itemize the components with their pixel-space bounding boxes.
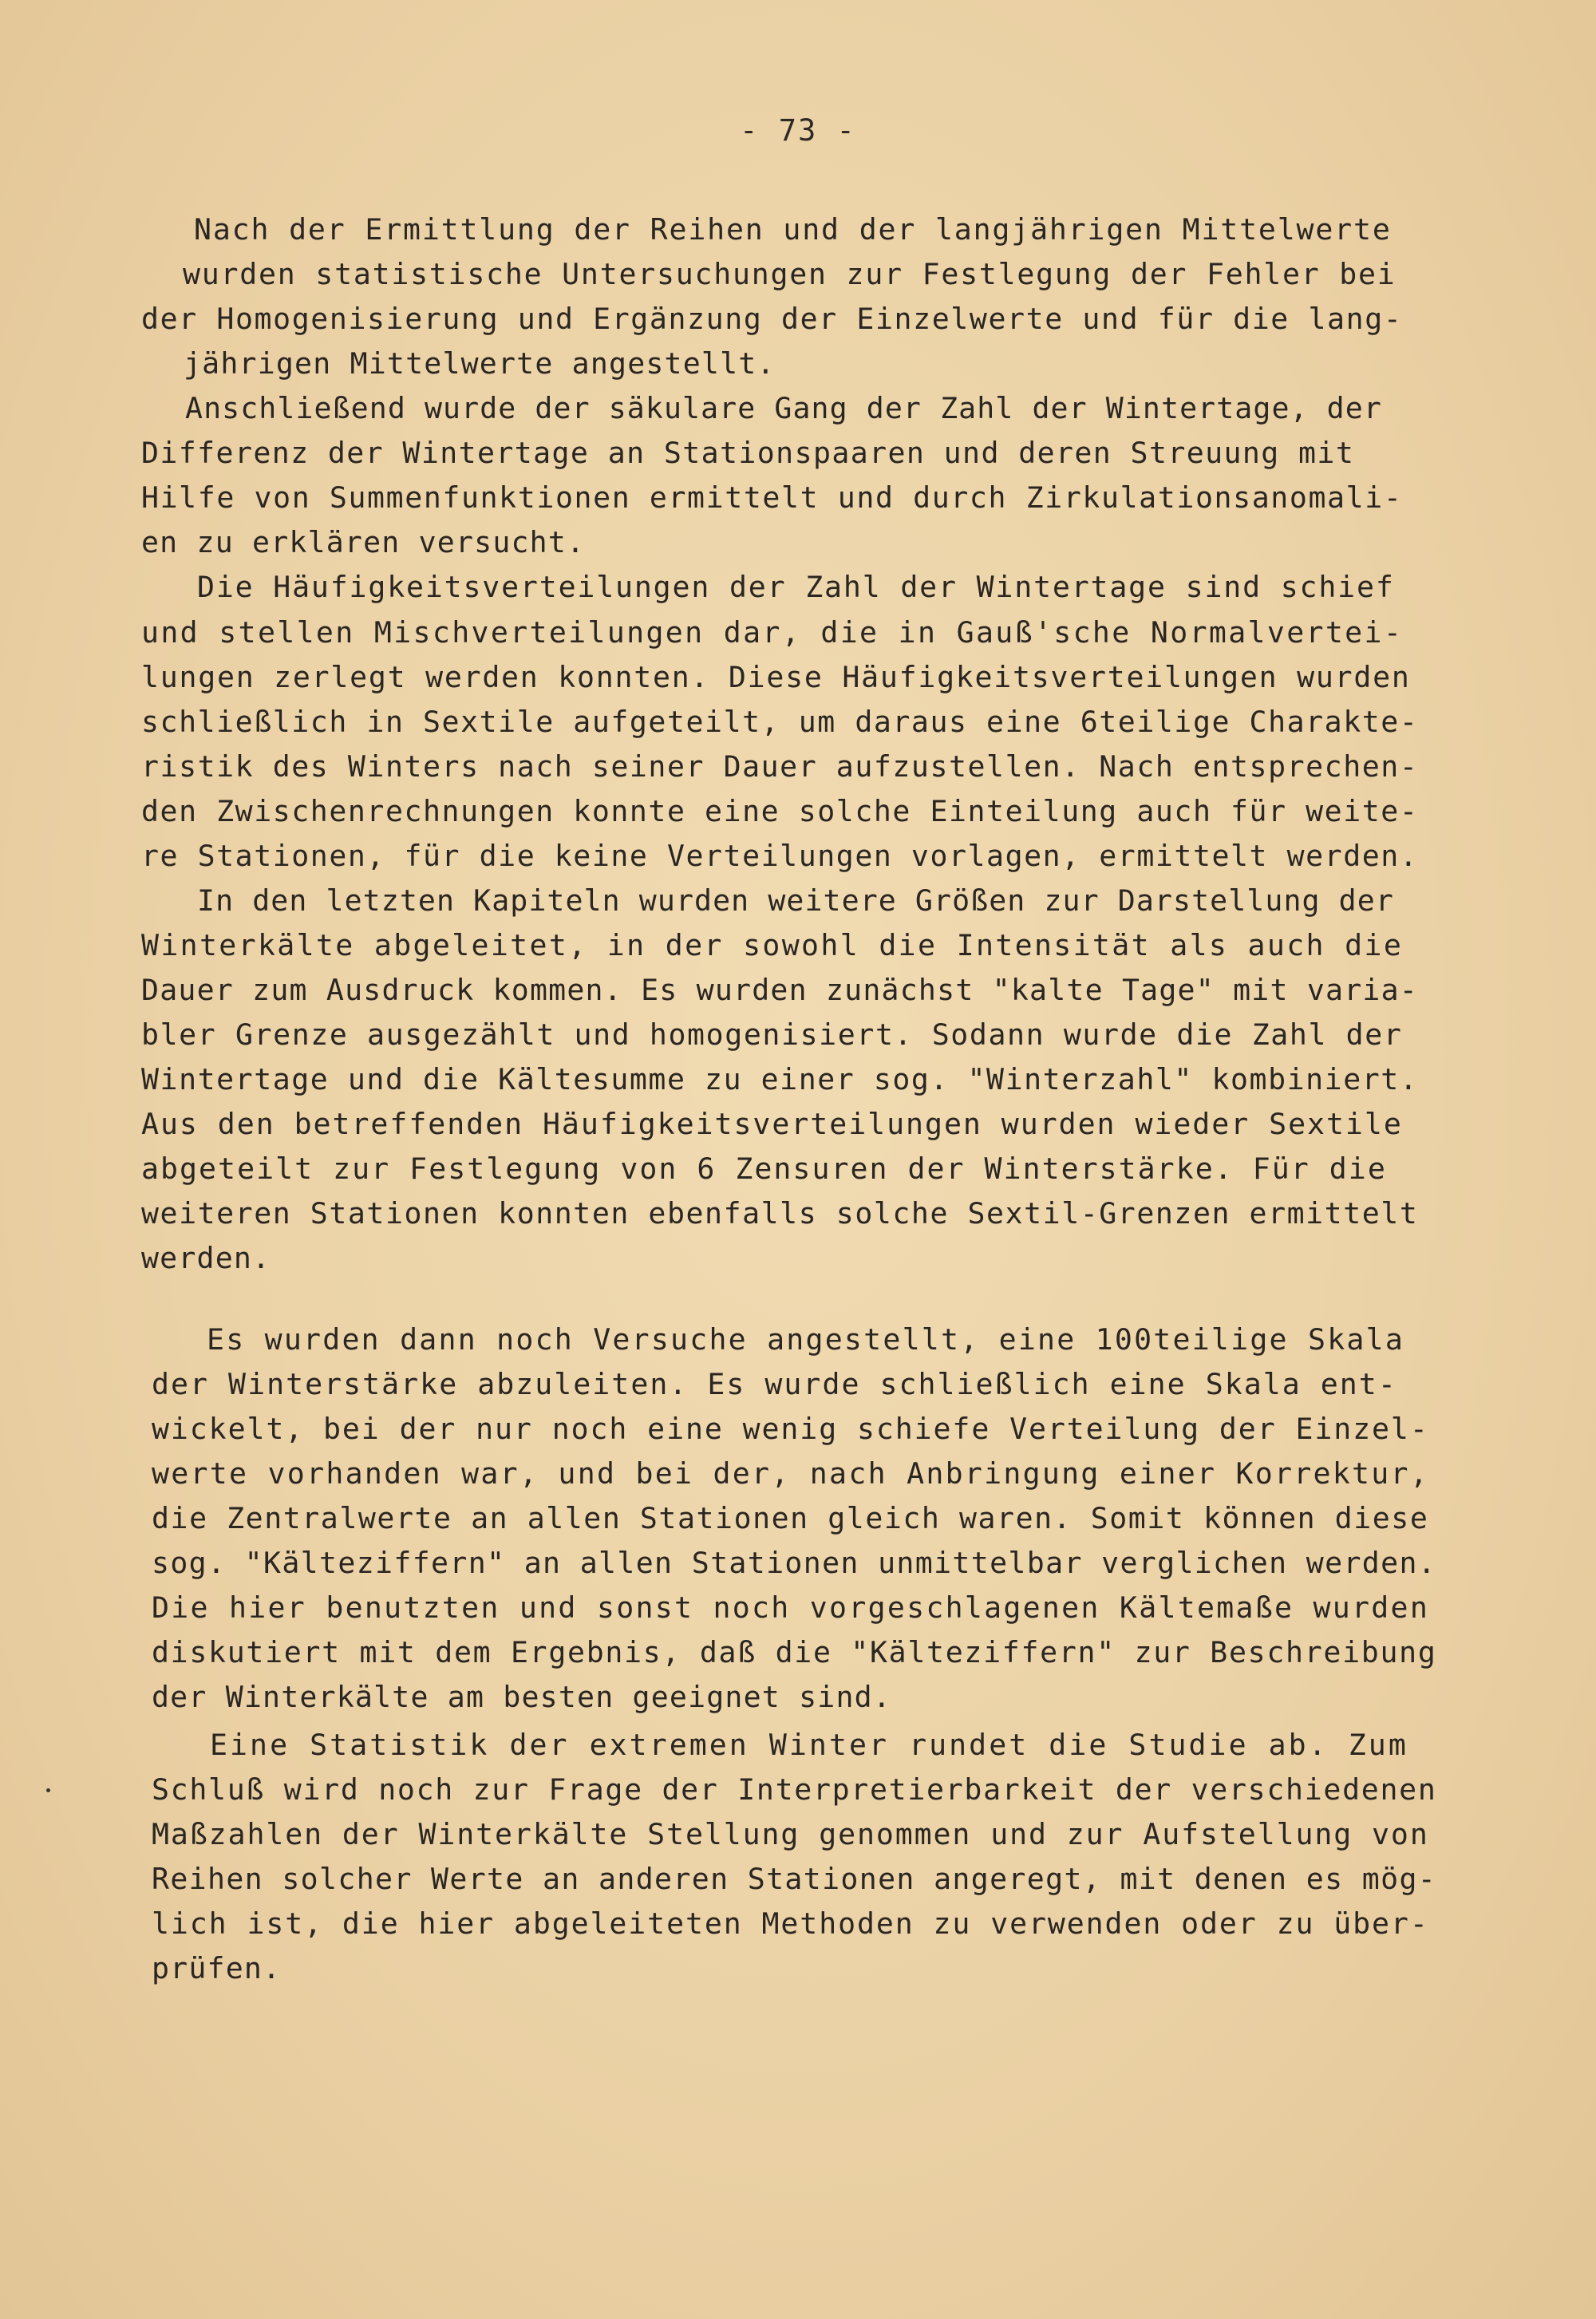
text-line: und stellen Mischverteilungen dar, die in Gauß'sche Normalvertei- [141,615,1404,650]
text-line: werden. [141,1241,271,1275]
text-line: diskutiert mit dem Ergebnis, daß die "Kälteziffern" zur Beschreibung [152,1635,1437,1669]
text-line: weiteren Stationen konnten ebenfalls solche Sextil-Grenzen ermittelt [141,1196,1419,1231]
text-line: Wintertage und die Kältesumme zu einer sog. "Winterzahl" kombiniert. [141,1062,1419,1096]
text-line: abgeteilt zur Festlegung von 6 Zensuren der Winterstärke. Für die [141,1152,1387,1186]
text-line: Die Häufigkeitsverteilungen der Zahl der Wintertage sind schief [197,570,1395,604]
text-line: Reihen solcher Werte an anderen Stationen angeregt, mit denen es mög- [152,1862,1437,1896]
text-line: re Stationen, für die keine Verteilungen vorlagen, ermittelt werden. [141,839,1419,873]
text-line: In den letzten Kapiteln wurden weitere Größen zur Darstellung der [197,883,1394,918]
text-line: lich ist, die hier abgeleiteten Methoden zu verwenden oder zu über- [152,1906,1429,1941]
text-line: wickelt, bei der nur noch eine wenig schiefe Verteilung der Einzel- [152,1412,1429,1446]
text-line: Hilfe von Summenfunktionen ermittelt und durch Zirkulationsanomali- [141,480,1403,515]
text-line: Eine Statistik der extremen Winter rundet die Studie ab. Zum [210,1728,1408,1762]
text-line: sog. "Kälteziffern" an allen Stationen unmittelbar verglichen werden. [152,1546,1437,1580]
text-line: Anschließend wurde der säkulare Gang der Zahl der Wintertage, der [185,391,1382,425]
text-line: schließlich in Sextile aufgeteilt, um daraus eine 6teilige Charakte- [141,705,1419,739]
text-line: jährigen Mittelwerte angestellt. [184,346,776,381]
text-line: der Homogenisierung und Ergänzung der Einzelwerte und für die lang- [141,302,1403,336]
text-line: wurden statistische Untersuchungen zur Festlegung der Fehler bei [183,257,1396,291]
text-line: die Zentralwerte an allen Stationen gleich waren. Somit können diese [152,1501,1429,1535]
page-number: - 73 - [740,113,856,148]
text-line: Differenz der Wintertage an Stationspaaren und deren Streuung mit [141,436,1355,470]
text-line: Dauer zum Ausdruck kommen. Es wurden zunächst "kalte Tage" mit varia- [141,973,1418,1007]
text-line: Die hier benutzten und sonst noch vorgeschlagenen Kältemaße wurden [152,1590,1430,1625]
text-line: lungen zerlegt werden konnten. Diese Häufigkeitsverteilungen wurden [141,660,1411,694]
text-line: Aus den betreffenden Häufigkeitsverteilungen wurden wieder Sextile [141,1107,1403,1141]
text-line: werte vorhanden war, und bei der, nach Anbringung einer Korrektur, [152,1456,1430,1491]
text-line: prüfen. [152,1951,282,1985]
text-line: Winterkälte abgeleitet, in der sowohl die Intensität als auch die [141,928,1404,962]
text-line: der Winterkälte am besten geeignet sind. [152,1680,891,1714]
text-line: Schluß wird noch zur Frage der Interpretierbarkeit der verschiedenen [152,1772,1437,1807]
text-line: Nach der Ermittlung der Reihen und der langjährigen Mittelwerte [194,212,1392,247]
text-line: en zu erklären versucht. [141,525,586,559]
text-line: den Zwischenrechnungen konnte eine solche Einteilung auch für weite- [141,794,1419,828]
text-line: bler Grenze ausgezählt und homogenisiert. Sodann wurde die Zahl der [141,1017,1403,1052]
ink-speck [46,1788,50,1792]
text-line: Es wurden dann noch Versuche angestellt, eine 100teilige Skala [207,1322,1405,1357]
text-line: der Winterstärke abzuleiten. Es wurde schließlich eine Skala ent- [152,1367,1397,1401]
text-line: ristik des Winters nach seiner Dauer aufzustellen. Nach entsprechen- [141,749,1419,784]
text-line: Maßzahlen der Winterkälte Stellung genommen und zur Aufstellung von [152,1817,1429,1851]
